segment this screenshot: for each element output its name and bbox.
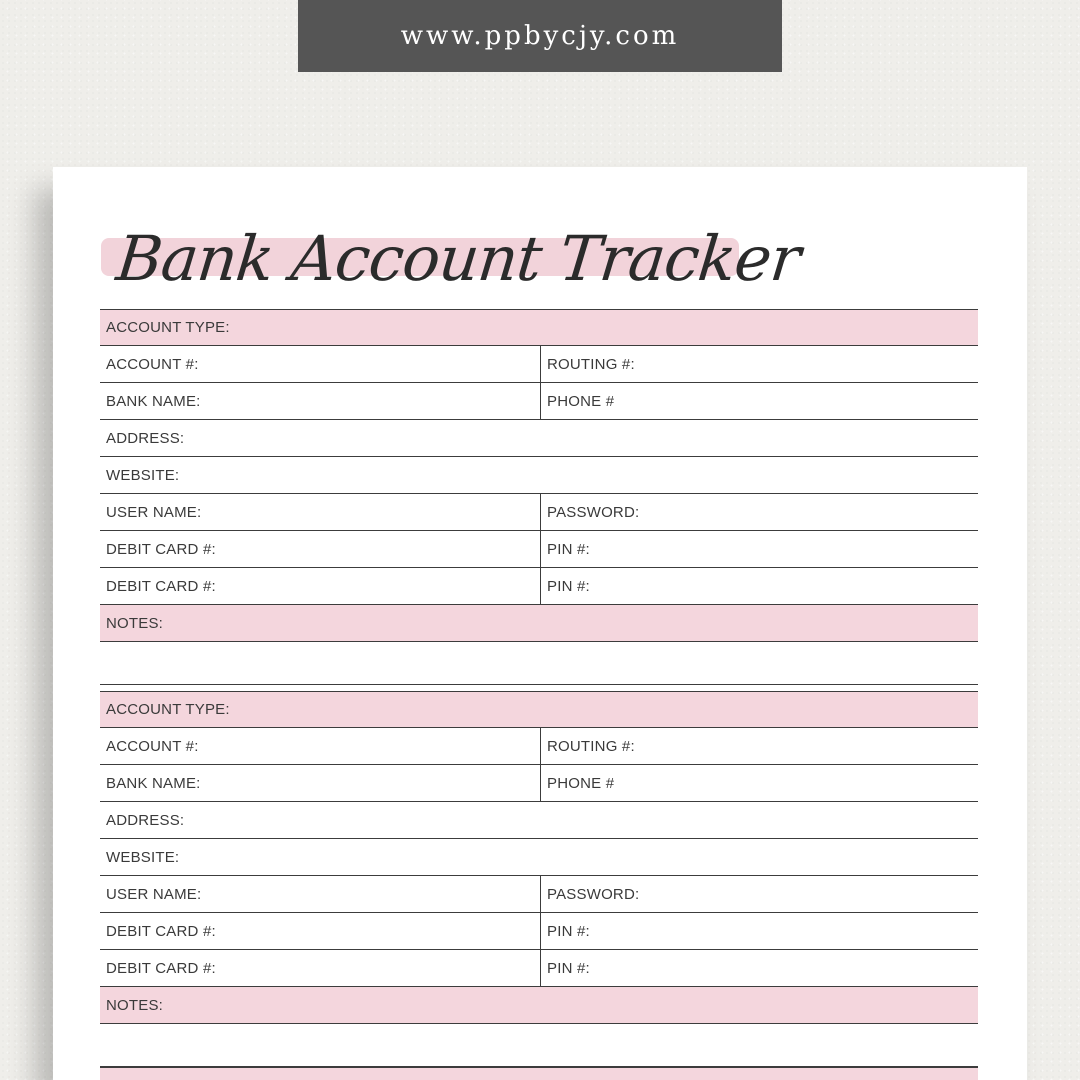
pin-field[interactable]: PIN #: xyxy=(547,922,590,940)
page-title: Bank Account Tracker xyxy=(113,222,804,295)
account-routing-row xyxy=(100,346,978,383)
next-section-header-partial xyxy=(100,1067,978,1080)
account-type-row xyxy=(100,309,978,346)
credentials-row xyxy=(100,494,978,531)
debit-card-row-1 xyxy=(100,531,978,568)
notes-row xyxy=(100,605,978,642)
pin-field[interactable]: PIN #: xyxy=(547,577,590,595)
phone-field[interactable]: PHONE # xyxy=(547,392,615,410)
account-type-field[interactable]: ACCOUNT TYPE: xyxy=(106,701,230,718)
pin-field[interactable]: PIN #: xyxy=(547,540,590,558)
address-field[interactable]: ADDRESS: xyxy=(106,811,185,829)
address-field[interactable]: ADDRESS: xyxy=(106,429,185,447)
website-banner xyxy=(298,0,782,72)
debit-card-field[interactable]: DEBIT CARD #: xyxy=(100,531,541,567)
debit-card-row-2 xyxy=(100,568,978,605)
user-name-field[interactable]: USER NAME: xyxy=(100,876,541,912)
routing-number-field[interactable]: ROUTING #: xyxy=(547,355,635,373)
website-url: www.ppbycjy.com xyxy=(400,21,680,51)
notes-blank-line[interactable] xyxy=(100,1024,978,1067)
account-routing-row xyxy=(100,728,978,765)
bank-phone-row xyxy=(100,765,978,802)
address-row xyxy=(100,802,978,839)
website-row xyxy=(100,839,978,876)
routing-number-field[interactable]: ROUTING #: xyxy=(547,737,635,755)
account-type-row xyxy=(100,691,978,728)
website-row xyxy=(100,457,978,494)
account-type-field[interactable]: ACCOUNT TYPE: xyxy=(106,319,230,336)
user-name-field[interactable]: USER NAME: xyxy=(100,494,541,530)
website-field[interactable]: WEBSITE: xyxy=(106,848,180,866)
tracker-sheet xyxy=(53,167,1027,1080)
phone-field[interactable]: PHONE # xyxy=(547,774,615,792)
account-section-1 xyxy=(100,309,978,685)
bank-phone-row xyxy=(100,383,978,420)
debit-card-field[interactable]: DEBIT CARD #: xyxy=(100,913,541,949)
notes-blank-line[interactable] xyxy=(100,642,978,685)
account-number-field[interactable]: ACCOUNT #: xyxy=(100,346,541,382)
password-field[interactable]: PASSWORD: xyxy=(547,885,640,903)
debit-card-field[interactable]: DEBIT CARD #: xyxy=(100,950,541,986)
address-row xyxy=(100,420,978,457)
website-field[interactable]: WEBSITE: xyxy=(106,466,180,484)
password-field[interactable]: PASSWORD: xyxy=(547,503,640,521)
credentials-row xyxy=(100,876,978,913)
bank-name-field[interactable]: BANK NAME: xyxy=(100,383,541,419)
debit-card-field[interactable]: DEBIT CARD #: xyxy=(100,568,541,604)
account-number-field[interactable]: ACCOUNT #: xyxy=(100,728,541,764)
pin-field[interactable]: PIN #: xyxy=(547,959,590,977)
bank-name-field[interactable]: BANK NAME: xyxy=(100,765,541,801)
debit-card-row-1 xyxy=(100,913,978,950)
account-section-2 xyxy=(100,691,978,1080)
notes-field[interactable]: NOTES: xyxy=(106,996,164,1014)
notes-field[interactable]: NOTES: xyxy=(106,614,164,632)
debit-card-row-2 xyxy=(100,950,978,987)
notes-row xyxy=(100,987,978,1024)
